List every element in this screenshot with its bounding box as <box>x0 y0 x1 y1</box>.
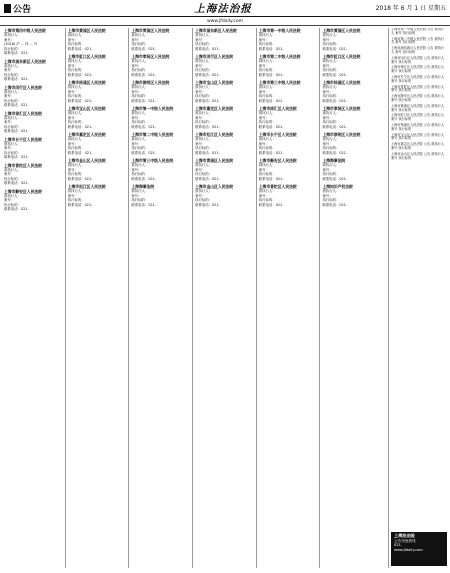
notice-line: 被执行人： <box>322 85 340 89</box>
notice-line: 执行标的： <box>195 198 213 202</box>
section-marker-icon <box>4 4 11 13</box>
notice-court-title: 上海市第一中级人民法院 <box>258 28 301 33</box>
notice-line: 联系电话：021- <box>258 202 284 207</box>
right-panel-notice: 上海市金山区人民法院 公告 被执行人 案号 执行标的 <box>391 151 445 160</box>
notice-block <box>259 184 318 207</box>
notice-line: 被执行人： <box>322 33 340 37</box>
notice-line: 被执行人： <box>258 59 276 63</box>
notice-line: 案号： <box>195 63 206 68</box>
notice-line: 被执行人： <box>195 137 213 141</box>
notice-line: 被执行人： <box>258 33 276 37</box>
notice-column <box>257 28 321 568</box>
notice-court-title: 上海市虹口区人民法院 <box>322 54 361 59</box>
notice-block <box>195 106 254 129</box>
notice-line: 案号： <box>131 37 142 42</box>
notice-line: 执行标的： <box>195 68 213 72</box>
notice-line: 案号： <box>258 89 269 94</box>
notice-line: 被执行人： <box>258 85 276 89</box>
notice-block <box>68 54 127 77</box>
notice-court-title: 上海市杨浦区人民法院 <box>322 80 361 85</box>
notice-line: 被执行人： <box>67 33 85 37</box>
notice-court-title: 上海市第三中级人民法院 <box>258 80 301 85</box>
notice-line: 联系电话：021- <box>258 98 284 103</box>
notice-line: 联系电话：021- <box>67 124 93 129</box>
notice-court-title: 上海市浦东新区人民法院 <box>195 28 237 33</box>
notice-line: 被执行人： <box>195 59 213 63</box>
notice-court-title: 上海市青浦区人民法院 <box>131 28 170 33</box>
notice-block <box>322 80 382 103</box>
notice-line: 案号： <box>131 141 142 146</box>
notice-line: 联系电话：021- <box>67 150 93 155</box>
notice-line: 案号： <box>67 167 78 172</box>
notice-line: 被执行人： <box>195 189 213 193</box>
notice-line: 联系电话：021- <box>131 46 157 51</box>
notice-line: 被执行人： <box>4 193 21 198</box>
notice-block <box>131 54 190 77</box>
notice-line: 被执行人： <box>67 111 85 115</box>
notice-block <box>259 158 318 181</box>
notice-line: 被执行人： <box>322 59 340 63</box>
notice-court-title: 上海市闵行区人民法院 <box>4 84 42 90</box>
footer-code: 编辑 / 责任编辑 <box>416 561 444 566</box>
notice-line: 执行标的： <box>195 94 213 98</box>
notice-block <box>131 28 190 51</box>
notice-line: 案号： <box>322 63 333 68</box>
masthead-title: 上海法治报 <box>194 2 252 15</box>
notice-line: 执行标的： <box>131 68 149 72</box>
notice-block <box>131 184 190 207</box>
notice-line: 案号： <box>4 198 15 202</box>
notice-line: 被执行人： <box>322 137 340 141</box>
notice-court-title: 上海市浦东新区人民法院 <box>4 58 46 64</box>
notice-line: 被执行人： <box>195 111 213 115</box>
notice-line: 被执行人： <box>195 85 213 89</box>
notice-line: 被执行人： <box>195 163 213 167</box>
notice-block <box>322 28 382 51</box>
notice-line: 执行标的： <box>195 146 213 150</box>
notice-line: 执行标的： <box>67 94 85 98</box>
notice-court-title: 上海市宝山区人民法院 <box>195 80 234 85</box>
notice-block <box>68 158 127 181</box>
notice-block <box>131 132 190 155</box>
notice-court-title: 上海市金山区人民法院 <box>195 184 234 189</box>
notice-line: 案号： <box>322 37 333 42</box>
notice-block <box>259 54 318 77</box>
notice-block <box>68 132 127 155</box>
notice-line: 被执行人： <box>131 111 149 115</box>
notice-line: 联系电话：021- <box>258 72 284 77</box>
notice-line: 联系电话：021- <box>131 124 157 129</box>
notice-block <box>322 106 382 129</box>
notice-line: 联系电话：021- <box>195 72 220 77</box>
notice-line: 执行标的： <box>4 150 21 155</box>
notice-line: 执行标的： <box>258 146 276 150</box>
notice-line: 执行标的： <box>322 68 340 72</box>
contact-line-3: www.jfdaily.com <box>394 547 423 552</box>
notice-court-title: 上海市奉贤区人民法院 <box>131 54 170 59</box>
notice-block <box>322 158 382 181</box>
notice-line: 被执行人： <box>4 141 21 146</box>
notice-line: 案号： <box>67 89 78 94</box>
notice-line: 案号： <box>195 167 206 172</box>
notice-block <box>4 137 63 160</box>
right-panel-notice: 上海市嘉定区人民法院 公告 被执行人 案号 执行标的 <box>391 142 445 150</box>
notice-court-title: 上海市嘉定区人民法院 <box>67 132 106 137</box>
notice-line: 执行标的： <box>258 120 276 124</box>
notice-line: 案号： <box>131 193 142 198</box>
notice-line: 被执行人： <box>131 85 149 89</box>
notice-line: 执行标的： <box>322 146 340 150</box>
notice-line: 联系电话：021- <box>258 150 284 155</box>
notice-court-title: 上海市徐汇区人民法院 <box>4 110 42 116</box>
notice-court-title: 上海市静安区人民法院 <box>4 188 42 194</box>
notice-line: 联系电话：021- <box>322 176 348 181</box>
notice-court-title: 上海市虹口区人民法院 <box>67 54 106 59</box>
notice-block <box>131 106 190 129</box>
notice-block <box>259 28 318 51</box>
notice-court-title: 上海市普陀区人民法院 <box>258 184 297 189</box>
notice-line: 联系电话：021- <box>131 98 157 103</box>
notice-block <box>322 54 382 77</box>
notice-court-title: 上海市徐汇区人民法院 <box>258 106 297 111</box>
notice-line: 执行标的： <box>322 120 340 124</box>
notice-block <box>322 184 382 207</box>
notice-line: 案号： <box>131 89 142 94</box>
notice-line: 执行标的： <box>4 176 21 181</box>
notice-line: 执行标的： <box>4 202 21 207</box>
dense-notices <box>391 28 446 160</box>
notice-block <box>68 80 127 103</box>
notice-line: 案号： <box>195 141 206 146</box>
notice-line: 执行标的： <box>258 68 276 72</box>
notice-block <box>4 189 63 212</box>
notice-line: 联系电话：021- <box>131 72 157 77</box>
notice-line: 联系电话：021- <box>67 176 93 181</box>
notice-court-title: 上海市第四中级人民法院 <box>4 28 46 33</box>
notice-court-title: 上海市崇明区人民法院 <box>131 80 170 85</box>
notice-line: 执行标的： <box>322 42 340 46</box>
notice-line: 案号： <box>322 193 333 198</box>
right-panel-notice: 上海市静安区人民法院 公告 被执行人 案号 执行标的 <box>391 94 445 102</box>
right-panel-notice: 上海市闵行区人民法院 公告 被执行人 案号 执行标的 <box>391 55 445 64</box>
notice-line: 被执行人： <box>322 189 340 193</box>
notice-court-title: 上海知识产权法院 <box>322 184 353 189</box>
notice-line: 案号： <box>4 68 15 72</box>
notice-line: 案号： <box>4 37 15 42</box>
notice-line: 案号： <box>67 63 78 68</box>
notice-line: 案号： <box>322 167 333 172</box>
notice-line: 案号： <box>67 141 78 146</box>
notice-line: 执行标的： <box>258 172 276 176</box>
notice-line: 被执行人： <box>258 189 276 193</box>
notice-line: 联系电话：021- <box>131 176 157 181</box>
notice-court-title: 上海市普陀区人民法院 <box>4 162 42 168</box>
contact-line-2: 021- <box>394 543 403 548</box>
notice-line: 被执行人： <box>4 115 21 120</box>
notice-line: 案号： <box>322 89 333 94</box>
notice-line: 执行标的： <box>322 198 340 202</box>
notice-line: 执行标的： <box>322 172 340 176</box>
notice-column <box>193 28 257 568</box>
notice-line: 案号： <box>322 115 333 120</box>
notice-line: 案号： <box>131 63 142 68</box>
notice-line: 执行标的： <box>195 172 213 176</box>
notice-line: 案号： <box>195 89 206 94</box>
notice-court-title: 上海市奉贤区人民法院 <box>322 106 361 111</box>
notice-line: 执行标的： <box>4 124 21 129</box>
notice-line: 被执行人： <box>131 189 149 193</box>
notice-court-title: 上海市长宁区人民法院 <box>258 132 297 137</box>
notice-line: 案号： <box>322 141 333 146</box>
notice-court-title: 上海海事法院 <box>131 184 155 189</box>
notice-line: 案号： <box>258 167 269 172</box>
right-panel-notice: 上海市虹口区人民法院 公告 被执行人 案号 执行标的 <box>391 113 445 122</box>
notice-line: 执行标的： <box>131 172 149 176</box>
notice-line: 联系电话：021- <box>322 72 348 77</box>
notice-line: 联系电话：021- <box>322 46 348 51</box>
notice-court-title: 上海市长宁区人民法院 <box>4 136 42 142</box>
notice-line: 联系电话：021- <box>258 124 284 129</box>
notice-line: 联系电话：021- <box>67 202 93 207</box>
notice-line: 案号： <box>4 172 15 176</box>
notice-line: 案号： <box>131 167 142 172</box>
notice-line: 联系电话：021- <box>195 150 220 155</box>
notice-line: 执行标的： <box>131 198 149 202</box>
right-panel-notice: 上海市浦东新区人民法院 公告 被执行人 案号 执行标的 <box>391 46 445 54</box>
notice-court-title: 上海市黄浦区人民法院 <box>322 28 361 33</box>
notice-line: 执行标的： <box>67 198 85 202</box>
notice-line: 执行标的： <box>67 68 85 72</box>
section-label <box>2 1 39 15</box>
notice-court-title: 上海市松江区人民法院 <box>67 184 106 189</box>
notice-line: 执行标的： <box>67 172 85 176</box>
notice-court-title: 上海市静安区人民法院 <box>258 158 297 163</box>
notice-block <box>4 111 63 134</box>
notice-line: 执行标的： <box>258 198 276 202</box>
notice-block <box>259 106 318 129</box>
notice-line: 联系电话：021- <box>322 202 348 207</box>
notice-line: 执行标的： <box>4 72 21 77</box>
notice-line: 被执行人： <box>4 89 21 94</box>
notice-court-title: 上海市闵行区人民法院 <box>195 54 234 59</box>
notice-block <box>195 158 254 181</box>
notice-line: 案号： <box>131 115 142 120</box>
notice-line: 被执行人： <box>4 63 21 68</box>
notice-line: 被执行人： <box>322 163 340 167</box>
notice-block <box>259 80 318 103</box>
notice-court-title: 上海市金山区人民法院 <box>67 158 106 163</box>
notice-line: 被执行人： <box>258 111 276 115</box>
notice-line: (2018) 沪 ... 执 ... 号 <box>4 42 38 46</box>
notice-line: 被执行人： <box>67 189 85 193</box>
notice-line: 联系电话：021- <box>4 181 29 185</box>
notice-line: 联系电话：021- <box>4 51 29 55</box>
notice-court-title: 上海市嘉定区人民法院 <box>195 106 234 111</box>
notice-line: 被执行人： <box>322 111 340 115</box>
notice-block <box>131 80 190 103</box>
section-title: 公告 <box>13 4 32 15</box>
notice-line: 联系电话：021- <box>322 150 348 155</box>
notice-block <box>195 80 254 103</box>
notice-column <box>2 28 66 568</box>
notice-court-title: 上海市第二中级人民法院 <box>258 54 301 59</box>
notice-line: 被执行人： <box>67 85 85 89</box>
notice-line: 案号： <box>195 37 206 42</box>
notice-line: 执行标的： <box>131 146 149 150</box>
notice-line: 案号： <box>4 94 15 98</box>
notice-block <box>4 85 63 108</box>
subheader-url: www.jfdaily.com <box>0 18 450 26</box>
notice-line: 案号： <box>67 193 78 198</box>
notice-line: 执行标的： <box>131 42 149 46</box>
notice-line: 被执行人： <box>258 163 276 167</box>
notice-column <box>129 28 193 568</box>
notice-column <box>66 28 130 568</box>
notice-line: 联系电话：021- <box>258 176 284 181</box>
notice-line: 被执行人： <box>67 59 85 63</box>
notice-line: 案号： <box>67 37 78 42</box>
notice-court-title: 上海市崇明区人民法院 <box>322 132 361 137</box>
notice-line: 案号： <box>4 146 15 150</box>
notice-line: 案号： <box>258 141 269 146</box>
notice-line: 执行标的： <box>67 42 85 46</box>
right-panel <box>388 28 448 568</box>
notice-line: 联系电话：021- <box>195 46 220 51</box>
notice-line: 被执行人： <box>4 167 21 172</box>
notice-court-title: 上海市松江区人民法院 <box>195 132 234 137</box>
notice-columns <box>2 28 448 568</box>
right-panel-notice: 上海市第二中级人民法院 公告 被执行人 案号 执行标的 <box>391 36 445 45</box>
notice-block <box>195 28 254 51</box>
notice-line: 被执行人： <box>4 33 21 37</box>
notice-line: 被执行人： <box>131 163 149 167</box>
right-panel-notice: 上海市宝山区人民法院 公告 被执行人 案号 执行标的 <box>391 132 445 141</box>
notice-line: 联系电话：021- <box>322 124 348 129</box>
notice-line: 执行标的： <box>4 46 21 51</box>
notice-line: 联系电话：021- <box>67 72 93 77</box>
contact-line-1: 公告刊登热线 <box>394 538 416 543</box>
notice-line: 案号： <box>258 63 269 68</box>
issue-date: 2018 年 6 月 1 日 星期五 <box>375 5 446 12</box>
notice-line: 被执行人： <box>258 137 276 141</box>
notice-block <box>259 132 318 155</box>
notice-line: 被执行人： <box>131 33 149 37</box>
page-header <box>0 0 450 17</box>
notice-line: 被执行人： <box>67 163 85 167</box>
notice-line: 执行标的： <box>258 42 276 46</box>
notice-line: 联系电话：021- <box>4 129 29 133</box>
notice-line: 被执行人： <box>195 33 213 37</box>
notice-block <box>4 28 63 56</box>
notice-line: 执行标的： <box>4 98 21 103</box>
notice-line: 联系电话：021- <box>4 103 29 107</box>
contact-title: 上海法治报 <box>394 533 415 538</box>
notice-block <box>68 28 127 51</box>
notice-line: 联系电话：021- <box>195 202 220 207</box>
notice-block <box>68 184 127 207</box>
notice-line: 执行标的： <box>131 94 149 98</box>
right-panel-notice: 上海市长宁区人民法院 公告 被执行人 案号 执行标的 <box>391 74 445 83</box>
notice-line: 执行标的： <box>67 120 85 124</box>
notice-line: 案号： <box>195 193 206 198</box>
notice-line: 被执行人： <box>67 137 85 141</box>
notice-line: 联系电话：021- <box>67 98 93 103</box>
notice-line: 执行标的： <box>195 120 213 124</box>
notice-line: 案号： <box>195 115 206 120</box>
notice-court-title: 上海海事法院 <box>322 158 346 163</box>
notice-line: 联系电话：021- <box>4 77 29 81</box>
notice-line: 联系电话：021- <box>4 155 29 159</box>
notice-block <box>131 158 190 181</box>
notice-line: 被执行人： <box>131 59 149 63</box>
notice-line: 执行标的： <box>258 94 276 98</box>
notice-line: 联系电话：021- <box>195 176 220 181</box>
notice-line: 案号： <box>67 115 78 120</box>
right-panel-notice: 上海市徐汇区人民法院 公告 被执行人 案号 执行标的 <box>391 65 445 74</box>
notice-court-title: 上海市宝山区人民法院 <box>67 106 106 111</box>
notice-line: 执行标的： <box>195 42 213 46</box>
notice-line: 案号： <box>258 193 269 198</box>
notice-line: 联系电话：021- <box>195 124 220 129</box>
notice-line: 被执行人： <box>131 137 149 141</box>
notice-line: 联系电话：021- <box>4 207 29 211</box>
notice-line: 案号： <box>258 115 269 120</box>
notice-court-title: 上海市杨浦区人民法院 <box>67 80 106 85</box>
notice-line: 案号： <box>4 120 15 124</box>
notice-line: 联系电话：021- <box>322 98 348 103</box>
right-panel-notice: 上海市普陀区人民法院 公告 被执行人 案号 执行标的 <box>391 84 445 93</box>
notice-block <box>322 132 382 155</box>
notice-court-title: 上海市青浦区人民法院 <box>195 158 234 163</box>
notice-line: 联系电话：021- <box>131 202 157 207</box>
right-panel-notice: 上海市黄浦区人民法院 公告 被执行人 案号 执行标的 <box>391 103 445 112</box>
notice-block <box>4 59 63 82</box>
notice-column <box>320 28 384 568</box>
notice-block <box>195 54 254 77</box>
notice-court-title: 上海市第二中级人民法院 <box>131 132 174 137</box>
notice-block <box>68 106 127 129</box>
notice-line: 执行标的： <box>322 94 340 98</box>
notice-line: 联系电话：021- <box>195 98 220 103</box>
right-panel-notice: 上海市第一中级人民法院 公告 被执行人 案号 执行标的 <box>391 28 445 35</box>
notice-line: 联系电话：021- <box>258 46 284 51</box>
right-panel-notice: 上海市杨浦区人民法院 公告 被执行人 案号 执行标的 <box>391 122 445 131</box>
notice-line: 联系电话：021- <box>131 150 157 155</box>
notice-line: 执行标的： <box>67 146 85 150</box>
notice-block <box>195 132 254 155</box>
notice-court-title: 上海市第一中级人民法院 <box>131 106 174 111</box>
notice-line: 执行标的： <box>131 120 149 124</box>
notice-court-title: 上海市黄浦区人民法院 <box>67 28 106 33</box>
notice-line: 案号： <box>258 37 269 42</box>
notice-block <box>195 184 254 207</box>
notice-line: 联系电话：021- <box>67 46 93 51</box>
notice-court-title: 上海市第三中级人民法院 <box>131 158 174 163</box>
notice-block <box>4 163 63 186</box>
